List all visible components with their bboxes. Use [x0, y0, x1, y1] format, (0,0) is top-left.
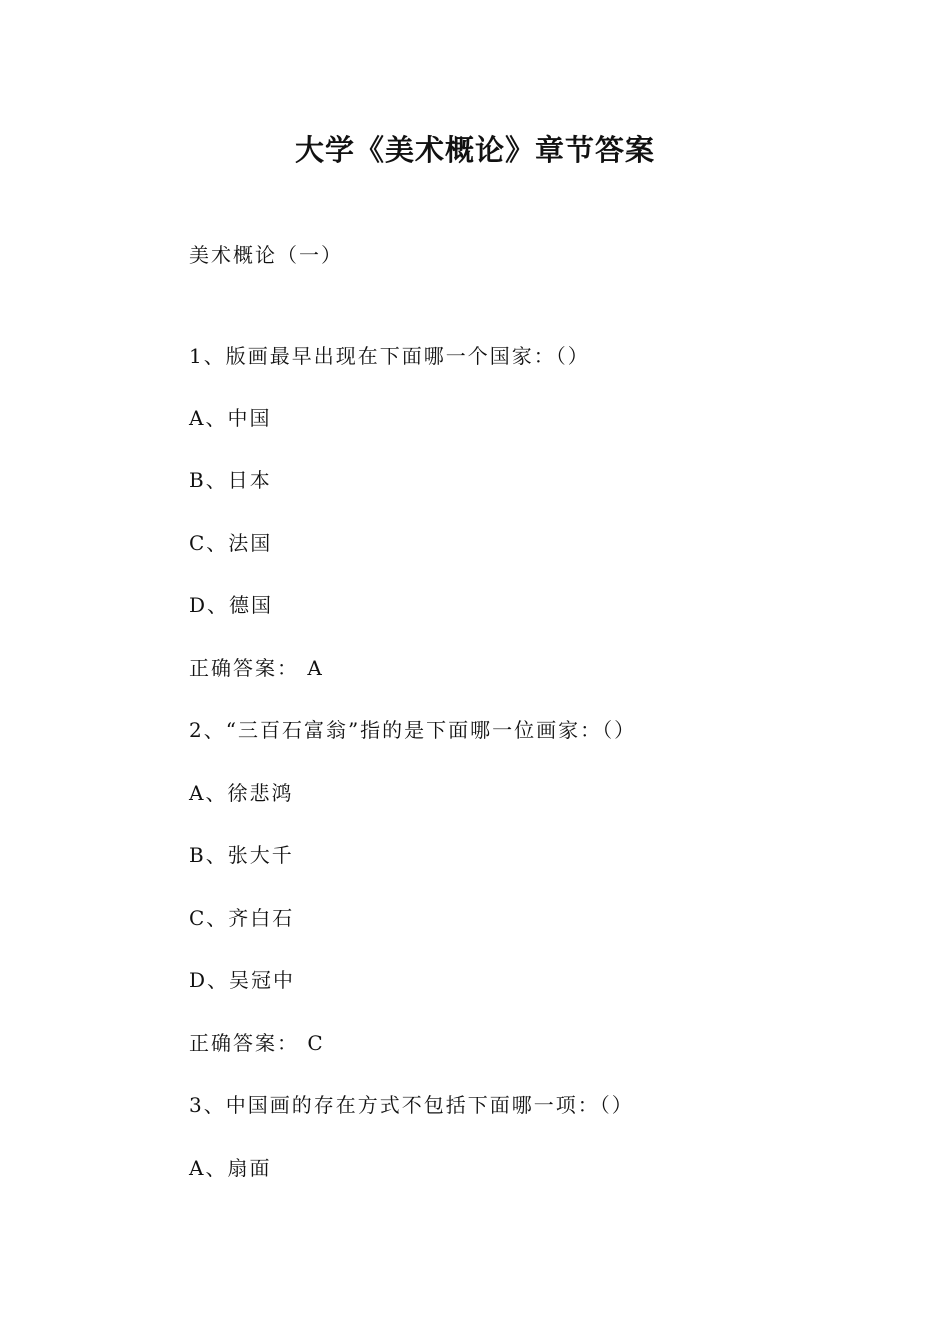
question-3: 3、中国画的存在方式不包括下面哪一项：（）	[189, 1093, 634, 1117]
q1-option-d: D、德国	[189, 593, 274, 617]
q1-answer: 正确答案： A	[189, 656, 324, 680]
q1-option-a: A、中国	[189, 406, 272, 430]
q2-option-b: B、张大千	[189, 843, 294, 867]
section-heading: 美术概论（一）	[189, 243, 343, 267]
question-2: 2、“三百石富翁”指的是下面哪一位画家：（）	[189, 718, 637, 742]
q2-answer: 正确答案： C	[189, 1031, 325, 1055]
q2-option-d: D、吴冠中	[189, 968, 296, 992]
q2-option-c: C、齐白石	[189, 906, 295, 930]
q2-option-a: A、徐悲鸿	[189, 781, 294, 805]
q1-option-c: C、法国	[189, 531, 273, 555]
q1-option-b: B、日本	[189, 468, 272, 492]
q3-option-a: A、扇面	[189, 1156, 272, 1180]
question-1: 1、版画最早出现在下面哪一个国家：（）	[189, 344, 590, 368]
document-title: 大学《美术概论》章节答案	[294, 133, 655, 167]
